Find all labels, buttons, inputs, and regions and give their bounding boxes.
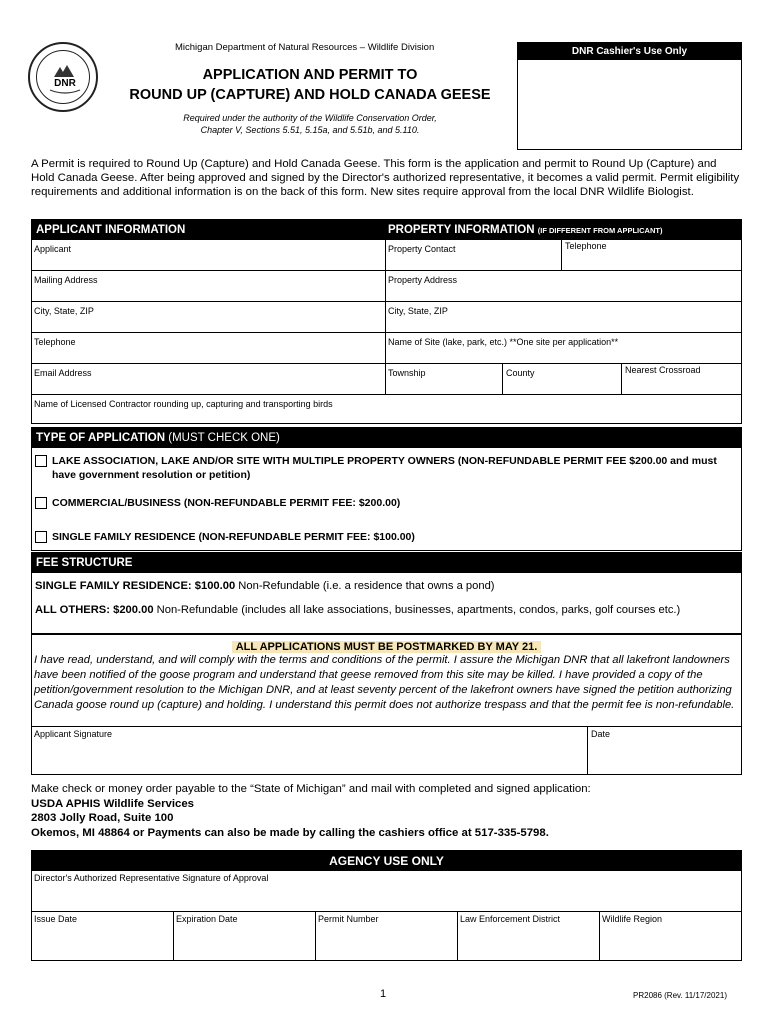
township-field[interactable]: Township <box>388 368 426 378</box>
form-title-line1: APPLICATION AND PERMIT TO <box>202 67 418 83</box>
applicant-field[interactable]: Applicant <box>34 244 72 254</box>
property-info-heading: PROPERTY INFORMATION <box>388 224 535 236</box>
expiration-date-field[interactable]: Expiration Date <box>176 914 238 924</box>
commercial-business-checkbox[interactable] <box>35 497 47 509</box>
applicant-signature-field[interactable]: Applicant Signature <box>34 729 113 739</box>
signature-date-field[interactable]: Date <box>591 729 611 739</box>
dnr-seal-logo <box>28 42 98 112</box>
column-divider <box>385 240 386 394</box>
mailing-instructions <box>31 782 743 840</box>
telephone-divider <box>561 240 562 270</box>
authority-line2: Chapter V, Sections 5.51, 5.15a, and 5.51b, and 5.110. <box>200 125 420 135</box>
type-heading: TYPE OF APPLICATION <box>36 432 166 444</box>
single-family-checkbox[interactable] <box>35 531 47 543</box>
law-enforcement-district-field[interactable]: Law Enforcement District <box>460 914 561 924</box>
cashier-use-box <box>517 42 742 150</box>
email-address-field[interactable]: Email Address <box>34 368 92 378</box>
cashier-use-heading: DNR Cashier's Use Only <box>518 43 741 60</box>
crossroad-divider <box>621 363 622 394</box>
commercial-business-option: COMMERCIAL/BUSINESS (NON-REFUNDABLE PERMIT FEE: $200.00) <box>52 497 401 509</box>
applicant-property-section <box>31 219 742 424</box>
postmark-deadline: ALL APPLICATIONS MUST BE POSTMARKED BY MAY 21. <box>232 641 542 653</box>
director-signature-field[interactable]: Director's Authorized Representative Signature of Approval <box>34 873 269 883</box>
single-family-option: SINGLE FAMILY RESIDENCE (NON-REFUNDABLE PERMIT FEE: $100.00) <box>52 531 415 543</box>
county-divider <box>502 363 503 394</box>
payment-instruction: Make check or money order payable to the “State of Michigan” and mail with completed and signed application: <box>31 783 591 795</box>
form-title-line2: ROUND UP (CAPTURE) AND HOLD CANADA GEESE <box>129 87 491 103</box>
property-contact-field[interactable]: Property Contact <box>388 244 456 254</box>
certification-section <box>31 634 742 775</box>
fee-all-others: ALL OTHERS: $200.00 Non-Refundable (includes all lake associations, businesses, apartments, condos, parks, golf courses etc.) <box>35 604 681 616</box>
mailing-address-field[interactable]: Mailing Address <box>34 275 98 285</box>
issue-date-field[interactable]: Issue Date <box>34 914 78 924</box>
agency-use-heading: AGENCY USE ONLY <box>32 851 741 871</box>
fee-section-bar: FEE STRUCTURE <box>32 553 741 573</box>
county-field[interactable]: County <box>506 368 535 378</box>
permit-number-field[interactable]: Permit Number <box>318 914 379 924</box>
applicant-section-bar <box>32 220 741 240</box>
property-info-note: (IF DIFFERENT FROM APPLICANT) <box>537 226 663 235</box>
fee-single-family: SINGLE FAMILY RESIDENCE: $100.00 Non-Refundable (i.e. a residence that owns a pond) <box>35 580 495 592</box>
fee-structure-section <box>31 552 742 634</box>
legal-authority <box>140 112 480 136</box>
department-name: Michigan Department of Natural Resources – Wildlife Division <box>175 42 435 53</box>
intro-paragraph: A Permit is required to Round Up (Capture) and Hold Canada Geese. This form is the application and permit to Round Up (Capture) and Hold Canada Geese. After being approved and signed by the Director's authorized representative, it becomes a valid permit. Permit eligibility requirements and additional information is on the back of this form. New sites require approval from the local DNR Wildlife Biologist. <box>31 158 740 199</box>
applicant-info-heading: APPLICANT INFORMATION <box>36 224 186 236</box>
form-revision: PR2086 (Rev. 11/17/2021) <box>633 991 727 1000</box>
lake-association-checkbox[interactable] <box>35 455 47 467</box>
type-of-application-section <box>31 427 742 551</box>
property-address-field[interactable]: Property Address <box>388 275 458 285</box>
wildlife-region-field[interactable]: Wildlife Region <box>602 914 663 924</box>
contractor-field[interactable]: Name of Licensed Contractor rounding up, capturing and transporting birds <box>34 399 333 409</box>
agency-use-section <box>31 850 742 961</box>
lake-association-option: LAKE ASSOCIATION, LAKE AND/OR SITE WITH MULTIPLE PROPERTY OWNERS (NON-REFUNDABLE PERMIT FEE $200.00 and must have government resolution or petition) <box>52 455 717 481</box>
property-telephone-field[interactable]: Telephone <box>565 241 607 251</box>
mailing-address-line1: USDA APHIS Wildlife Services <box>31 797 194 810</box>
svg-text:DNR: DNR <box>54 78 76 89</box>
site-name-field[interactable]: Name of Site (lake, park, etc.) **One site per application** <box>388 337 619 347</box>
mailing-address-line3: Okemos, MI 48864 or Payments can also be made by calling the cashiers office at 517-335-5798. <box>31 826 549 839</box>
applicant-city-state-zip-field[interactable]: City, State, ZIP <box>34 306 94 316</box>
authority-line1: Required under the authority of the Wildlife Conservation Order, <box>183 113 437 123</box>
nearest-crossroad-field[interactable]: Nearest Crossroad <box>625 365 701 375</box>
property-city-state-zip-field[interactable]: City, State, ZIP <box>388 306 448 316</box>
certification-statement: I have read, understand, and will comply with the terms and conditions of the permit. I assure the Michigan DNR that all lakefront landowners have been notified of the goose program and understand that geese removed from this site may be killed. I have provided a copy of the petition/government resolution to the Michigan DNR, and at least seventy percent of the lakefront owners have signed the petition authorizing Canada goose round up (capture) and holding. I understand this permit does not authorize trespass and that the permit fee is non-refundable. <box>34 654 735 711</box>
seal-graphic <box>30 44 100 114</box>
mailing-address-line2: 2803 Jolly Road, Suite 100 <box>31 812 174 824</box>
type-heading-note: (MUST CHECK ONE) <box>168 432 280 444</box>
applicant-telephone-field[interactable]: Telephone <box>34 337 76 347</box>
type-section-bar <box>32 428 741 448</box>
page-number: 1 <box>380 988 387 1000</box>
